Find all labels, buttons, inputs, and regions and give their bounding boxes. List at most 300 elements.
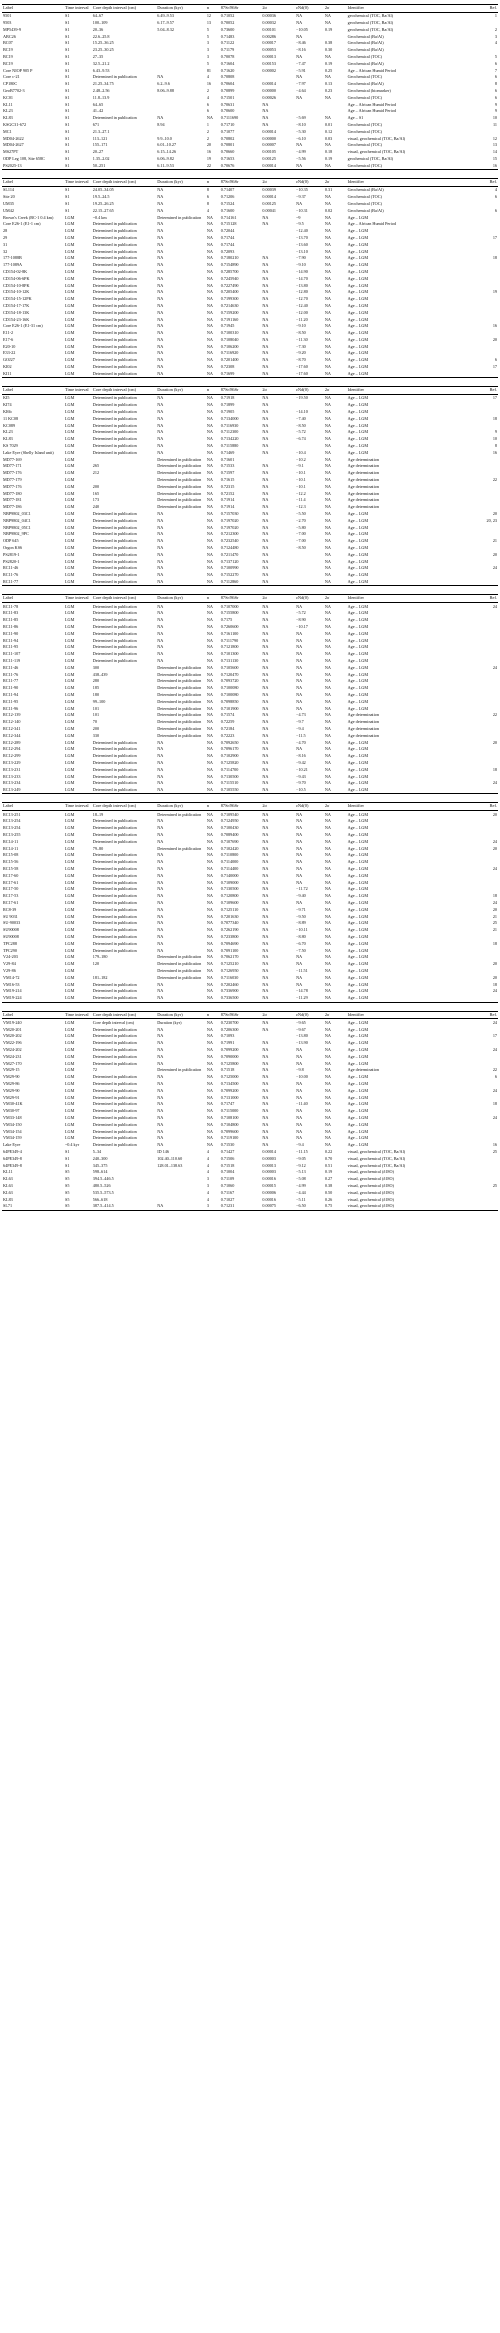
table-cell: 0.7096170 [220,746,239,752]
table-cell: NA [262,940,269,946]
table-cell: −9.5 [296,221,304,227]
table-cell: Age – LGM [347,1128,369,1134]
table-cell: S1 [65,149,70,155]
table-cell: Age – LGM [347,1121,369,1127]
table-cell: Age – LGM [347,1074,369,1080]
header-sr-ratio: 87Sr/86Sr [220,803,262,811]
table-cell: NA [156,1203,206,1210]
table-cell: LGM [65,255,75,261]
header-2sigma-nd: 2σ [324,803,347,811]
table-row [2,651,498,658]
table-cell: Determined in publication [92,940,137,946]
header-epsilon-nd: εNd(0) [295,5,324,13]
table-cell: Age – LGM [347,746,369,752]
table-cell: LGM [65,866,75,872]
table-row [2,490,498,497]
table-cell: VM34-150 [3,1121,22,1127]
table-cell: LGM [65,409,75,415]
table-cell: NA [157,1108,164,1114]
table-cell [473,248,498,255]
table-cell: Age – LGM [347,1114,369,1120]
table-cell: Age – LGM [347,872,369,878]
table-cell: NA [324,463,331,469]
table-cell: LGM [65,524,75,530]
table-cell: 0.7131000 [220,1094,239,1100]
table-cell [473,128,498,135]
table-cell: NA [206,497,213,503]
table-cell: NA [324,289,331,295]
table-cell: NA [324,698,331,704]
table-cell: 0.71914 [220,497,235,503]
table-cell: NA [206,630,213,636]
table-cell [473,1189,498,1196]
table-cell: NA [157,449,164,455]
table-row [2,773,498,780]
table-cell: 0.7227490 [220,282,239,288]
table-cell: Age – LGM [347,511,369,517]
table-cell: Age – LGM [347,900,369,906]
table-cell: NA [296,664,303,670]
table-cell: NA [262,852,269,858]
table-cell: 0.02 [324,207,333,213]
table-row [2,879,498,886]
table-cell: NA [157,1033,164,1039]
table-cell: NA [206,221,213,227]
table-cell: Age – LGM [347,409,369,415]
table-cell: 0.18 [324,149,333,155]
table-cell: KI02 [3,364,12,370]
table-cell: 0.7106200 [220,343,239,349]
table-cell: Determined in publication [92,623,137,629]
table-cell: 0.00041 [262,207,276,213]
table-cell: Determined in publication [157,664,202,670]
table-cell: 0.7091100 [220,947,239,953]
table-cell [473,630,498,637]
table-cell: Age – LGM [347,1026,369,1032]
table-cell: NA [262,773,269,779]
table-cell: 0.714161 [220,214,237,220]
table-cell: NA [262,289,269,295]
header-2sigma-nd: 2σ [324,1011,347,1019]
table-row [2,357,498,364]
table-row [2,1060,498,1067]
table-cell: Age – LGM [347,879,369,885]
table-cell: 0.71710 [220,121,235,127]
header-n: n [206,803,220,811]
table-cell: NA [262,343,269,349]
header-label: Label [2,1011,64,1019]
table-cell: NA [324,780,331,786]
table-cell: Core c-21 [3,74,20,80]
table-cell: LGM [65,364,75,370]
table-cell: NA [157,558,164,564]
table-cell [473,1108,498,1115]
table-cell: LGM [65,773,75,779]
table-cell: NA [324,449,331,455]
table-cell: −5.30 [296,128,306,134]
table-cell: NA [324,759,331,765]
table-cell: NA [206,623,213,629]
table-cell: 0.71407 [220,187,235,193]
table-cell [156,54,206,61]
table-cell [473,1135,498,1142]
header-epsilon-nd: εNd(0) [295,179,324,187]
table-cell: NA [324,115,331,121]
table-cell: LGM [65,1046,75,1052]
table-cell: NA [324,456,331,462]
table-cell: NA [206,671,213,677]
table-cell: NA [262,1019,269,1025]
table-cell: 101 [92,705,100,711]
table-cell: Determined in publication [157,671,202,677]
table-cell: 22.6–25.8 [92,33,110,39]
table-row [2,1203,498,1210]
table-cell: NA [324,565,331,571]
table-cell: NA [157,852,164,858]
table-cell: S1 [65,1162,70,1168]
table-cell: 0.72308 [220,364,235,370]
table-cell: 0.7211470 [220,551,239,557]
table-cell [261,241,295,248]
table-row [2,712,498,719]
table-cell: Age – LGM [347,228,369,234]
table-cell: −6.70 [296,940,306,946]
table-cell: Age – LGM [347,330,369,336]
table-cell: Determined in publication [92,1046,137,1052]
header-ref: Ref. [473,179,498,187]
table-cell: LGM [65,436,75,442]
table-cell: VM30-97 [3,1108,20,1114]
table-cell [473,490,498,497]
table-cell: 8.94 [157,121,165,127]
table-cell [473,759,498,766]
table-cell: NA [296,1087,303,1093]
table-cell: 345–375 [92,1162,108,1168]
table-cell: NA [296,832,303,838]
table-cell: −10.2 [296,456,306,462]
table-cell: NA [324,194,331,200]
table-cell: NA [324,1053,331,1059]
table-cell: NA [206,859,213,865]
table-cell: Age – LGM [347,214,369,220]
table-cell: NA [206,995,220,1002]
table-cell: NA [206,644,213,650]
table-cell [261,248,295,255]
table-cell: NA [157,350,164,356]
table-cell: NA [262,551,269,557]
table-cell: 0.00026 [262,94,276,100]
table-cell [473,832,498,839]
table-cell: NA [262,838,269,844]
table-cell: NA [262,1026,269,1032]
table-cell: TPC290 [3,947,17,953]
table-cell: Age – LGM [347,651,369,657]
table-cell: VM24-202 [3,1046,22,1052]
table-cell: 0.71899 [220,402,235,408]
table-cell: 0.00002 [262,67,276,73]
table-row [2,81,498,88]
table-cell: CP180C [3,81,18,87]
table-cell: 21.25–34.75 [92,81,114,87]
table-cell: NA [324,1128,331,1134]
table-cell: −7.97 [296,81,306,87]
table-cell: NA [157,1094,164,1100]
table-cell: 0.7109540 [220,811,239,817]
table-cell: 265 [92,463,100,469]
table-cell: RC11-107 [3,651,21,657]
table-cell: KL63 [3,1182,13,1188]
table-cell: NA [296,1060,303,1066]
table-cell: Age – LGM [347,402,369,408]
table-cell: NA [262,415,269,421]
table-cell: NA [262,872,269,878]
table-row [2,47,498,54]
table-cell: NA [206,429,213,435]
table-cell: Age – LGM [347,617,369,623]
table-cell: 18 [492,981,497,987]
table-cell: 9501 [3,13,12,19]
table-cell: LGM [65,289,75,295]
table-cell: 0.70802 [220,135,235,141]
table-cell: LGM [65,1080,75,1086]
table-cell: visual, geochemical (TOC, Ba/Al) [347,149,406,155]
table-cell: NA [157,773,164,779]
table-cell: Age – LGM [347,787,473,794]
table-cell: Determined in publication [92,336,137,342]
table-cell: NA [262,221,269,227]
table-cell: 13 [492,142,497,148]
table-cell: −5.69 [296,115,306,121]
table-cell: NA [206,746,213,752]
table-cell: NA [262,968,269,974]
table-cell: NA [262,617,269,623]
table-cell: 0.00003 [262,1169,276,1175]
table-cell: 113–121 [92,135,108,141]
table-cell: Geochemical (Ba/Al) [347,33,384,39]
table-cell: 15.25–36.25 [92,40,114,46]
table-cell: NA [296,630,303,636]
table-cell: RC13-229 [3,759,21,765]
table-cell [473,954,498,961]
table-cell: 0.7115880 [220,443,239,449]
table-cell: 1 [206,121,209,127]
table-cell: 0.71991 [220,1040,235,1046]
table-cell: NA [206,336,213,342]
table-cell: NA [206,1142,213,1148]
header-core-depth: Core depth interval (cm) [92,179,156,187]
table-cell: NA [324,221,331,227]
table-row [2,296,498,303]
table-cell: MD77-176 [3,470,22,476]
table-cell: 0.70 [324,1155,333,1161]
table-block [2,594,498,794]
table-cell: NA [157,429,164,435]
table-cell: NA [157,832,164,838]
table-cell [473,1121,498,1128]
table-cell: 6.17–9.57 [157,20,174,26]
table-cell: NA [206,443,213,449]
table-row [2,927,498,934]
header-core-depth: Core depth interval (cm) [92,803,156,811]
table-cell: S1 [65,13,70,19]
table-cell: NA [262,1067,269,1073]
table-cell: Age – LGM [347,558,369,564]
table-cell [156,1169,206,1176]
table-cell: NA [324,415,331,421]
table-cell: S1 [65,20,70,26]
header-ref: Ref. [473,1011,498,1019]
table-cell: −7.50 [296,947,306,953]
table-cell: visual, geochemical (TOC, Ba/Al) [347,1148,406,1154]
table-cell: NA [296,637,303,643]
table-cell: Age – LGM [347,255,369,261]
table-cell: 81 [206,67,212,73]
table-cell: Age – LGM [347,449,369,455]
table-cell: CD154-10-12K [3,289,30,295]
table-cell: Age – LGM [347,275,369,281]
table-row [2,12,498,19]
table-cell: NA [157,838,164,844]
header-duration: Duration (kyr) [156,5,206,13]
table-cell [473,330,498,337]
table-cell: VM22-196 [3,1040,22,1046]
table-cell: 3 [206,40,209,46]
table-cell [473,456,498,463]
table-cell: NA [157,200,164,206]
table-cell: 0.71179 [220,47,235,53]
table-cell: 20 [206,142,212,148]
table-cell: NA [296,1080,303,1086]
table-cell: LGM [65,886,75,892]
table-cell: 24 [492,1087,497,1093]
table-cell: 4 [206,1148,209,1154]
table-cell: Age – LGM [347,302,369,308]
table-row [2,1176,498,1183]
table-cell: Geochemical (TOC) [347,74,382,80]
table-cell: Determined in publication [92,886,137,892]
table-cell: Age – LGM [347,336,369,342]
table-cell: LGM [65,712,75,718]
table-cell: 5–34 [92,1148,102,1154]
table-cell: 0.72259 [220,719,235,725]
table-cell: NA [262,121,269,127]
table-cell: 0.7105550 [220,787,262,794]
table-cell: NA [324,845,331,851]
table-cell: NA [324,551,331,557]
table-cell: LGM [65,1121,75,1127]
table-cell: NA [262,565,269,571]
table-cell: LGM [65,1128,75,1134]
table-cell: 0.7206300 [220,1026,239,1032]
table-cell: −17.60 [296,364,308,370]
table-cell: LGM [65,974,75,980]
table-cell: LGM [65,511,75,517]
table-cell: 2.48–2.56 [92,88,110,93]
table-cell: 20 [492,974,497,980]
table-cell: S1 [65,207,70,213]
table-cell: Determined in publication [157,845,202,851]
table-cell [473,624,498,631]
table-cell: NA [296,1094,303,1100]
table-cell: NA [206,511,213,517]
table-cell: 4 [206,1162,209,1168]
table-cell: 0.71620 [220,67,235,73]
table-cell: NA [262,630,269,636]
table-row [2,759,498,766]
table-cell: LGM [65,221,75,227]
table-row [2,1026,498,1033]
table-cell: 0.7109600 [220,900,239,906]
table-cell: 0.7199300 [220,296,239,302]
table-cell: Determined in publication [92,1121,137,1127]
table-cell: Determined in publication [92,947,137,953]
table-cell: NA [157,115,164,121]
table-cell: 1.35–2.02 [92,155,110,161]
table-cell: 0.7230700 [220,1019,239,1025]
table-cell: NA [324,330,331,336]
table-cell: Age – African Humid Period [347,101,397,107]
table-cell [473,825,498,832]
table-cell: NA [296,866,303,872]
table-cell: NA [206,282,213,288]
table-row [2,149,498,156]
table-cell: RC11-95 [3,698,19,704]
table-cell: 0.7201400 [220,357,239,363]
table-cell [473,1155,498,1162]
table-cell: 100–109 [92,20,108,26]
table-cell: NA [206,732,213,738]
table-row [2,739,498,746]
table-cell: CD154-23-16K [3,316,30,322]
header-row [2,387,498,395]
table-cell: NA [324,872,331,878]
table-cell: NA [157,511,164,517]
table-cell: CD154-10-8PK [3,282,30,288]
table-cell: 0.71574 [220,712,235,718]
table-cell: NA [324,603,331,609]
table-cell: Determined in publication [92,316,137,322]
table-cell: LGM [65,732,75,738]
table-cell: 180 [92,691,100,697]
table-cell: 177-1088B [3,255,22,261]
table-cell: 0.71747 [220,1101,235,1107]
table-cell: −6.10 [296,135,306,141]
table-cell: LGM [65,336,75,342]
table-cell: Age – LGM [347,811,369,817]
table-cell: RC11-85 [3,617,19,623]
table-row [2,248,498,255]
table-cell [295,402,324,409]
table-cell [473,343,498,350]
table-cell: NA [206,900,213,906]
table-cell: 24 [492,664,497,670]
table-cell: NA [157,753,164,759]
table-cell: NA [156,579,206,586]
table-cell: NA [262,920,269,926]
table-cell: −12.3 [296,504,306,510]
table-cell: NA [157,1128,164,1134]
header-ref: Ref. [473,595,498,603]
table-cell [295,443,324,450]
table-cell: NA [324,644,331,650]
header-core-depth: Core depth interval (cm) [92,1011,156,1019]
table-cell: 0.72223 [220,732,235,738]
table-cell: LGM [65,565,75,571]
header-row [2,1011,498,1019]
header-identifier: Identifier [347,1011,473,1019]
table-cell: 4 [206,207,209,213]
table-cell: NA [324,920,331,926]
